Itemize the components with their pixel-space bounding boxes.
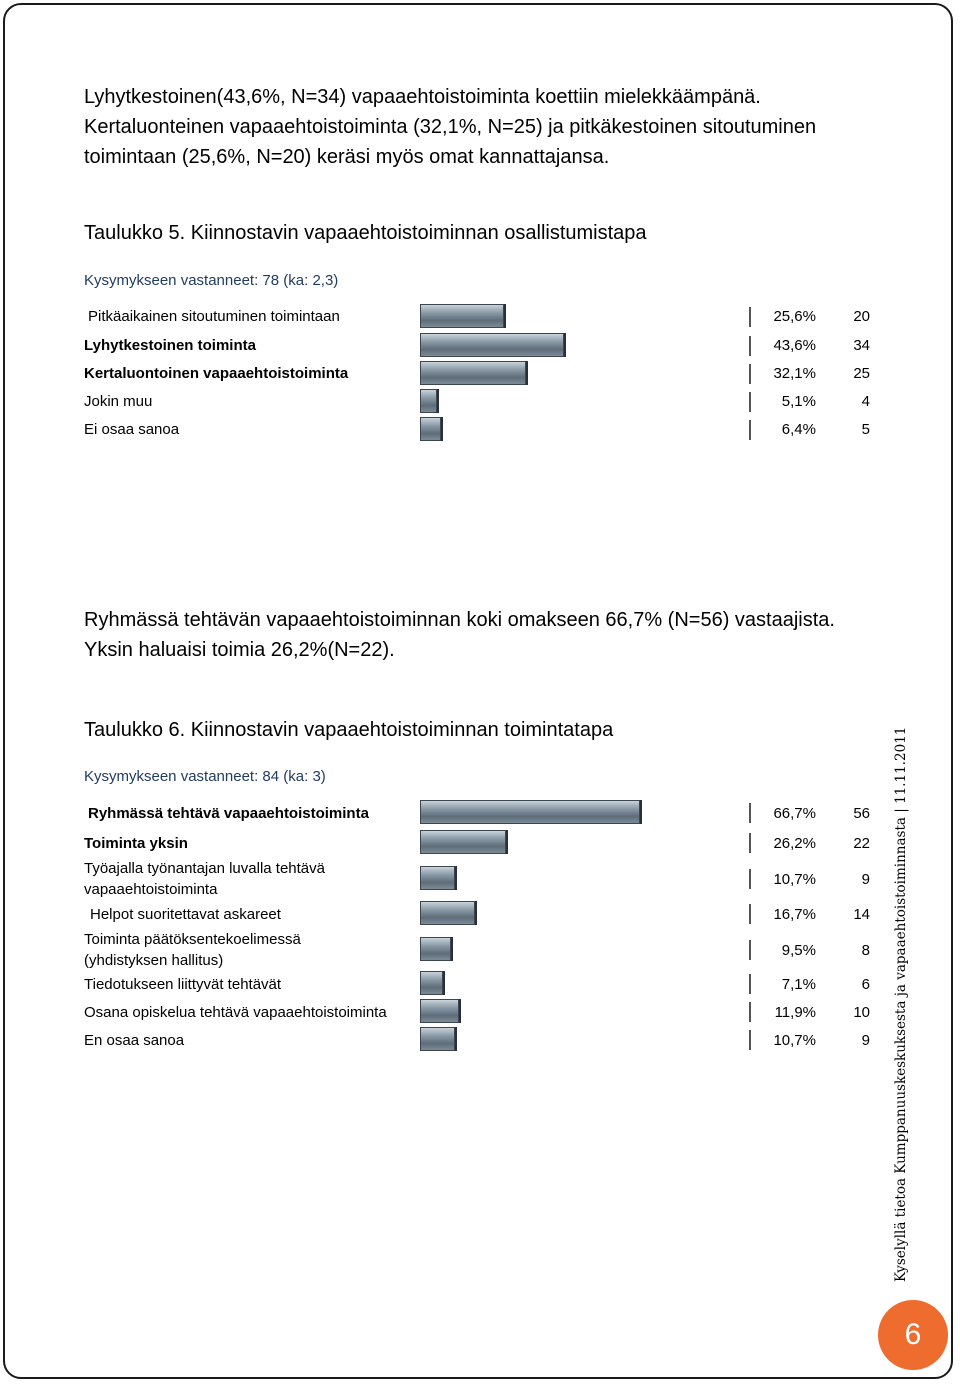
table6-count: 56 xyxy=(853,805,870,822)
table5-bar-track xyxy=(420,333,720,357)
table5-bar xyxy=(420,333,564,357)
table6-bar-track xyxy=(420,971,720,995)
table6-caption: Taulukko 6. Kiinnostavin vapaaehtoistoiminnan toimintatapa xyxy=(84,719,614,741)
table5-bar xyxy=(420,361,526,385)
intro-line-2: Kertaluonteinen vapaaehtoistoiminta (32,1%, N=25) ja pitkäkestoinen sitoutuminen xyxy=(84,116,817,138)
table6-separator xyxy=(749,803,751,823)
table5-bar-track xyxy=(420,304,720,328)
table5-count: 5 xyxy=(861,421,870,438)
table5-separator xyxy=(749,364,751,384)
table6-percent: 26,2% xyxy=(773,835,816,852)
table6-separator xyxy=(749,940,751,960)
table5-percent: 6,4% xyxy=(781,421,816,438)
middle-line-2: Yksin haluaisi toimia 26,2%(N=22). xyxy=(84,639,395,661)
table5-percent: 32,1% xyxy=(773,365,816,382)
table6-count: 9 xyxy=(861,1032,870,1049)
table6-count: 10 xyxy=(853,1004,870,1021)
table6-bar xyxy=(420,901,475,925)
middle-line-1: Ryhmässä tehtävän vapaaehtoistoiminnan koki omakseen 66,7% (N=56) vastaajista. xyxy=(84,609,835,631)
table6-count: 14 xyxy=(853,906,870,923)
table6-percent: 10,7% xyxy=(773,871,816,888)
table5-percent: 43,6% xyxy=(773,337,816,354)
table6-bar xyxy=(420,971,443,995)
table5-bar xyxy=(420,417,441,441)
intro-line-3: toimintaan (25,6%, N=20) keräsi myös omat kannattajansa. xyxy=(84,146,610,168)
table6-bar-track xyxy=(420,866,720,890)
table6-row-label: Osana opiskelua tehtävä vapaaehtoistoiminta xyxy=(84,1004,387,1021)
table6-row-label: Toiminta päätöksentekoelimessä xyxy=(84,931,301,948)
table5-count: 25 xyxy=(853,365,870,382)
table5-separator xyxy=(749,336,751,356)
table6-row-label: En osaa sanoa xyxy=(84,1032,185,1049)
table5-percent: 5,1% xyxy=(781,393,816,410)
table6-row-label: Ryhmässä tehtävä vapaaehtoistoiminta xyxy=(88,805,369,822)
table6-percent: 10,7% xyxy=(773,1032,816,1049)
table5-count: 34 xyxy=(853,337,870,354)
table5-bar-track xyxy=(420,417,720,441)
table6-separator xyxy=(749,904,751,924)
table6-percent: 16,7% xyxy=(773,906,816,923)
table6-bar-track xyxy=(420,1027,720,1051)
table6-percent: 66,7% xyxy=(773,805,816,822)
table5-bar xyxy=(420,304,504,328)
table6-separator xyxy=(749,833,751,853)
table5-bar-track xyxy=(420,361,720,385)
table6-count: 6 xyxy=(861,976,870,993)
table6-row-label: Helpot suoritettavat askareet xyxy=(90,906,281,923)
table6-row-label: Toiminta yksin xyxy=(84,835,188,852)
table5-separator xyxy=(749,307,751,327)
page-frame xyxy=(3,3,953,1379)
table6-count: 8 xyxy=(861,942,870,959)
table5-row-label: Lyhytkestoinen toiminta xyxy=(84,337,256,354)
table6-row-label-cont: (yhdistyksen hallitus) xyxy=(84,952,224,969)
table6-bar xyxy=(420,999,459,1023)
table5-separator xyxy=(749,392,751,412)
table6-count: 9 xyxy=(861,871,870,888)
table6-separator xyxy=(749,1002,751,1022)
intro-line-1: Lyhytkestoinen(43,6%, N=34) vapaaehtoistoiminta koettiin mielekkäämpänä. xyxy=(84,86,761,108)
table6-bar xyxy=(420,800,640,824)
table6-separator xyxy=(749,974,751,994)
table6-row-label: Tiedotukseen liittyvät tehtävät xyxy=(84,976,282,993)
table6-percent: 11,9% xyxy=(774,1004,816,1021)
table6-separator xyxy=(749,869,751,889)
table6-percent: 7,1% xyxy=(781,976,816,993)
sidebar-footer-text: Kyselyllä tietoa Kumppanuuskeskuksesta ja vapaaehtoistoiminnasta | 11.11.2011 xyxy=(893,726,909,1282)
table5-count: 20 xyxy=(853,308,870,325)
table6-row-label: Työajalla työnantajan luvalla tehtävä xyxy=(84,860,325,877)
table5-count: 4 xyxy=(861,393,870,410)
table6-count: 22 xyxy=(853,835,870,852)
table6-bar-track xyxy=(420,999,720,1023)
table6-bar-track xyxy=(420,901,720,925)
table5-respondents: Kysymykseen vastanneet: 78 (ka: 2,3) xyxy=(84,272,339,289)
table6-bar-track xyxy=(420,800,720,824)
table5-row-label: Jokin muu xyxy=(84,393,153,410)
table5-caption: Taulukko 5. Kiinnostavin vapaaehtoistoiminnan osallistumistapa xyxy=(84,222,647,244)
table6-bar xyxy=(420,1027,455,1051)
table6-bar xyxy=(420,830,506,854)
table6-separator xyxy=(749,1030,751,1050)
table6-bar xyxy=(420,937,451,961)
table6-row-label-cont: vapaaehtoistoiminta xyxy=(84,881,218,898)
table5-row-label: Pitkäaikainen sitoutuminen toimintaan xyxy=(88,308,340,325)
table5-row-label: Ei osaa sanoa xyxy=(84,421,180,438)
table6-respondents: Kysymykseen vastanneet: 84 (ka: 3) xyxy=(84,768,326,785)
table6-bar-track xyxy=(420,937,720,961)
table5-separator xyxy=(749,420,751,440)
page-number-badge: 6 xyxy=(878,1300,948,1370)
table5-bar xyxy=(420,389,437,413)
table5-percent: 25,6% xyxy=(773,308,816,325)
table5-row-label: Kertaluontoinen vapaaehtoistoiminta xyxy=(84,365,349,382)
table6-bar-track xyxy=(420,830,720,854)
table6-percent: 9,5% xyxy=(781,942,816,959)
table6-bar xyxy=(420,866,455,890)
table5-bar-track xyxy=(420,389,720,413)
